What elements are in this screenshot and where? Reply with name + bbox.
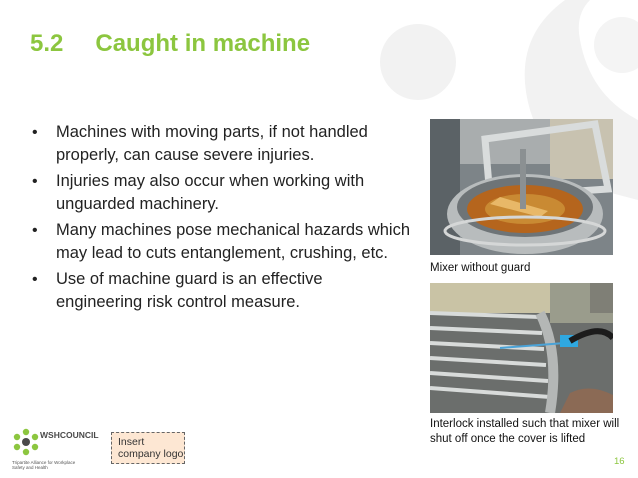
company-logo-placeholder [111,432,185,464]
page-number: 16 [614,456,625,467]
figure-caption: Interlock installed such that mixer will shut off once the cover is lifted [430,418,620,445]
bullet-item: • Use of machine guard is an effective engineering risk control measure. [30,268,410,314]
bullet-item: • Injuries may also occur when working with unguarded machinery. [30,170,410,216]
bullet-item: • Machines with moving parts, if not handled properly, can cause severe injuries. [30,121,410,167]
org-tagline: Tripartite Alliance for Workplace Safety and Health [12,460,76,470]
mixer-without-guard-photo [430,119,613,255]
company-logo-line1: Insert [118,436,145,448]
company-logo-line2: company logo [118,448,184,460]
org-name: WSHCOUNCIL [40,430,99,440]
section-number: 5.2 [30,30,64,57]
bullet-item: • Many machines pose mechanical hazards which may lead to cuts entanglement, crushing, etc. [30,219,410,265]
interlock-photo [430,283,613,413]
slide-title [30,30,310,58]
figure-caption: Mixer without guard [430,262,531,274]
title-text: Caught in machine [95,30,311,57]
bullet-list [30,121,410,317]
